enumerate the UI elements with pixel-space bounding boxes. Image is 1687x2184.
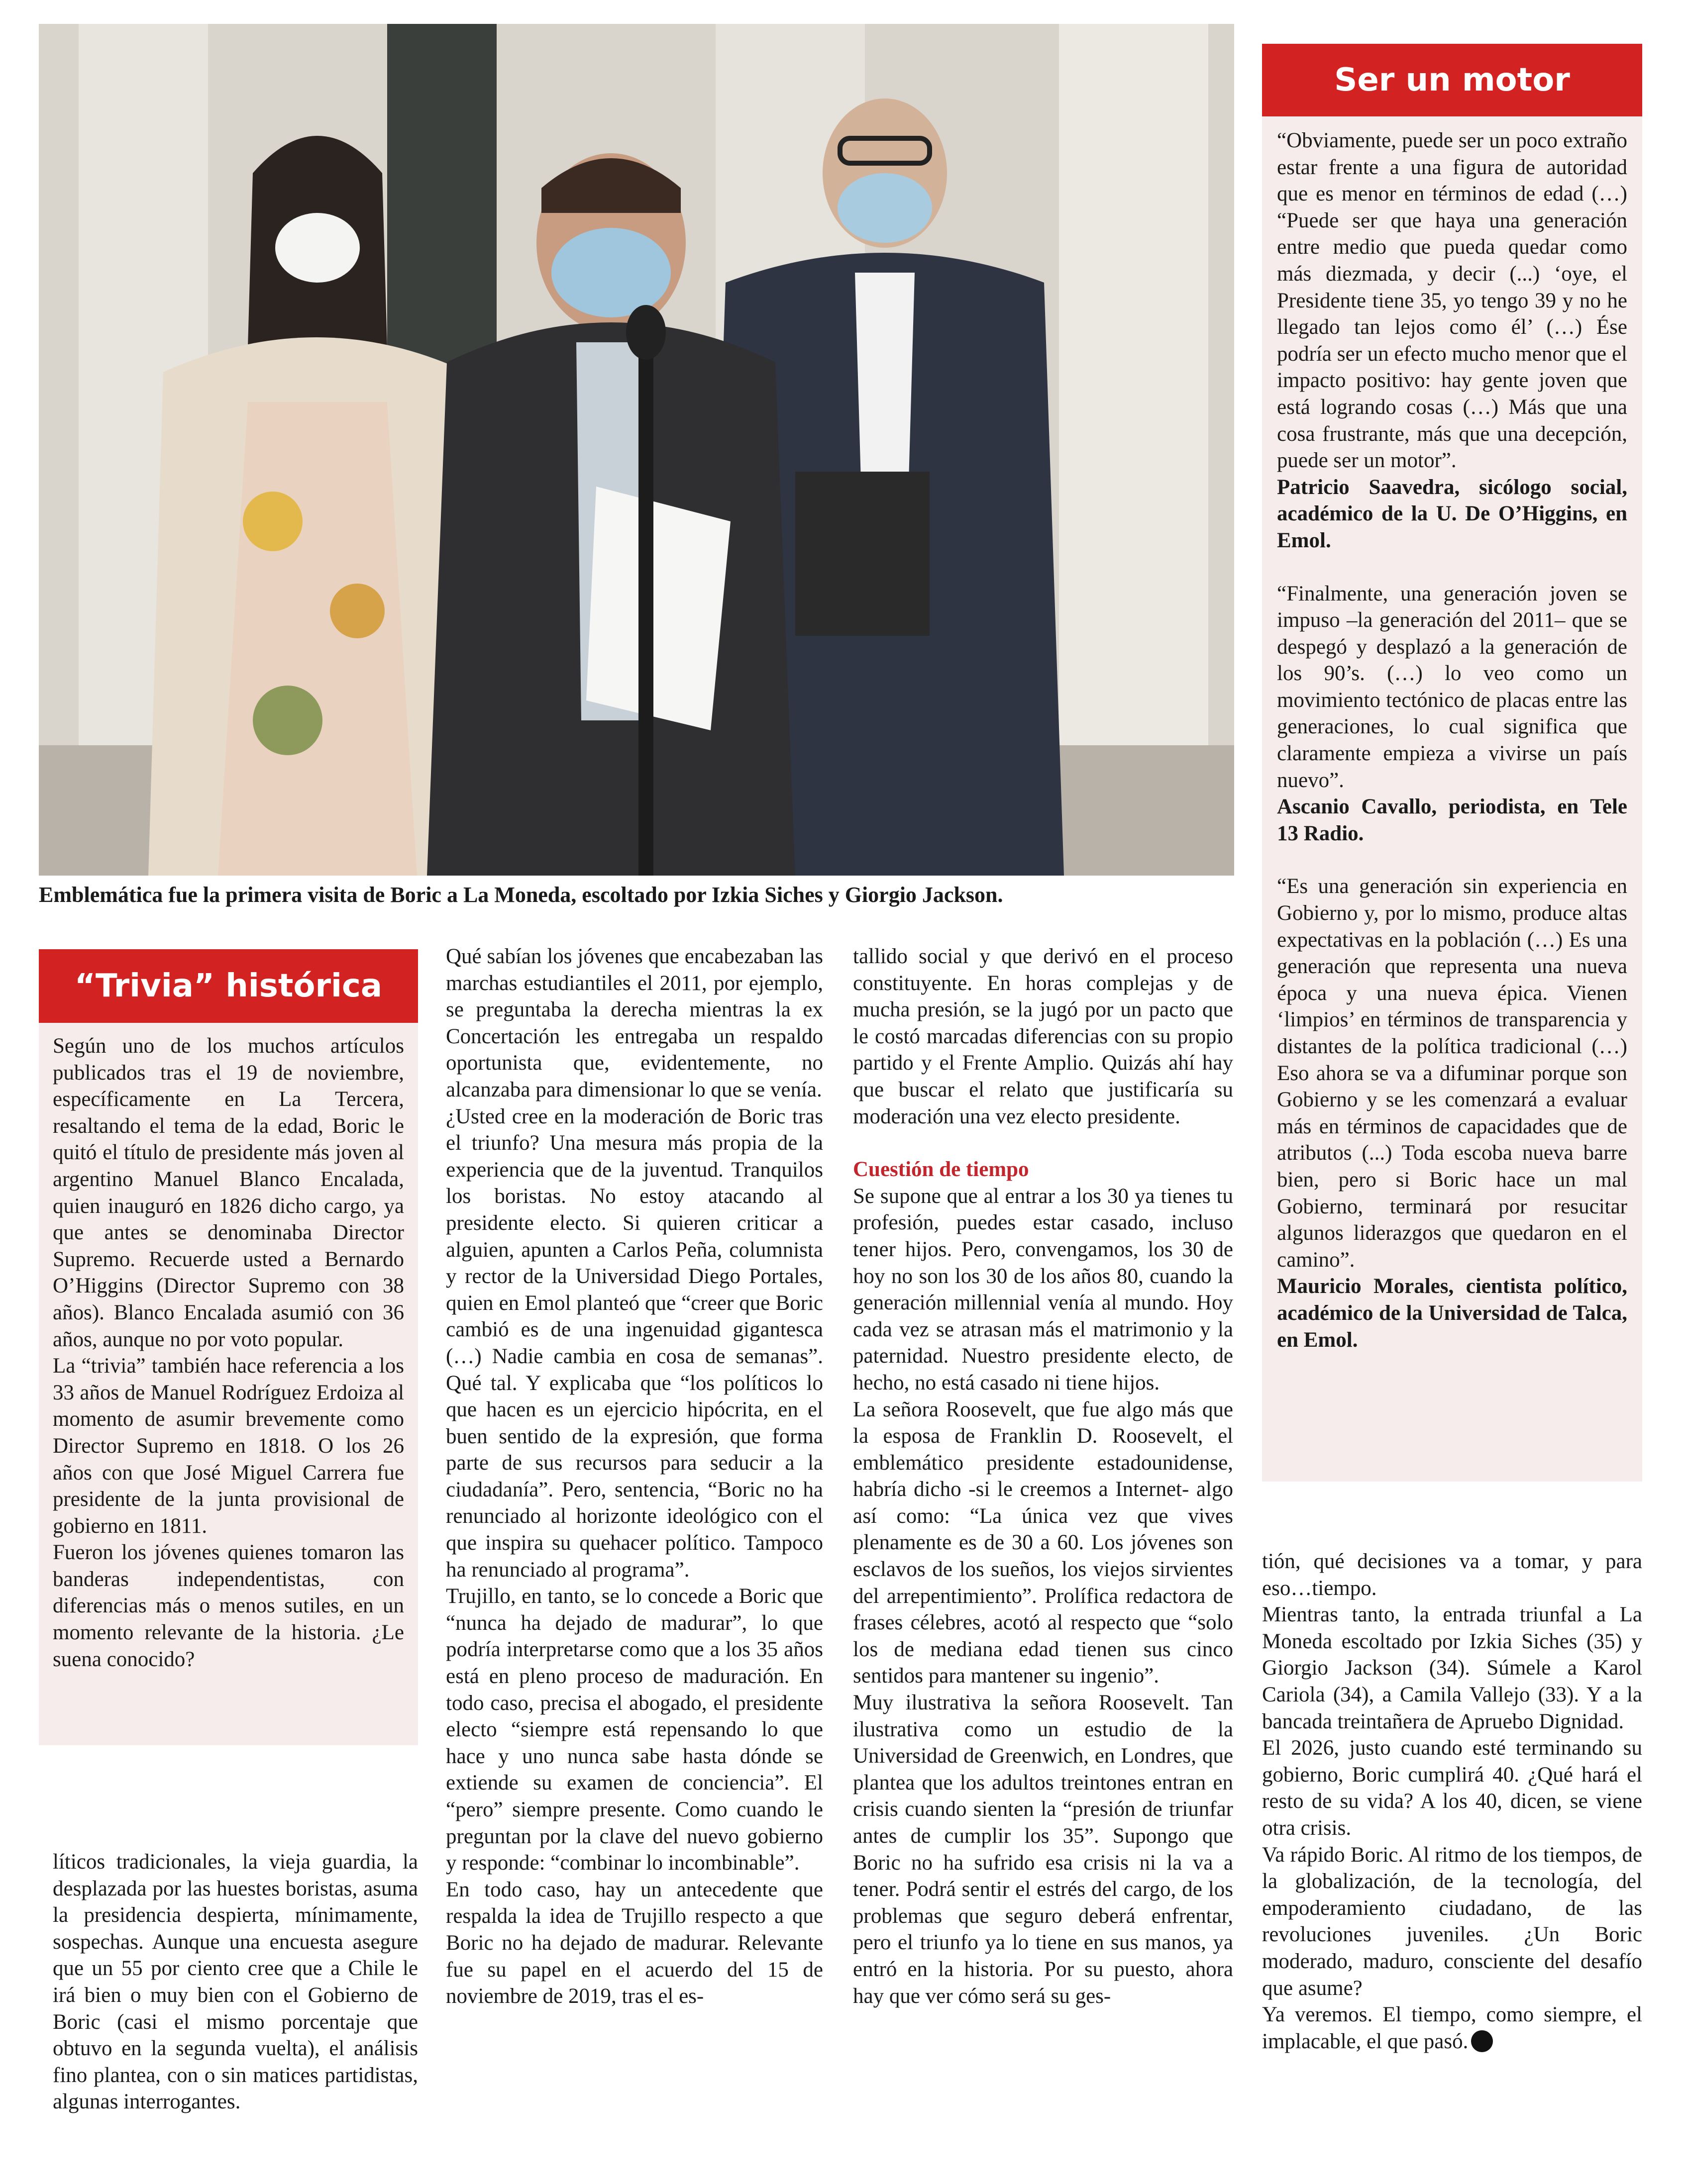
trivia-paragraph: Según uno de los muchos artículos publicados tras el 19 de noviembre, específicamente en La Tercera, resaltando el tema de la edad, Boric le quitó el título de presidente más joven al argentino Manuel Blanco Encalada, quien inauguró en 1826 dicho cargo, ya que antes se denominaba Director Supremo. Recuerde usted a Bernardo O’Higgins (Director Supremo con 38 años). Blanco Encalada asumió con 36 años, aunque no por voto popular. [53,1034,404,1351]
article-column-1 [53,1849,418,2115]
trivia-paragraph: La “trivia” también hace referencia a los 33 años de Manuel Rodríguez Erdoiza al momento de asumir brevemente como Director Supremo en 1818. O los 26 años con que José Miguel Carrera fue presidente de la junta provisional de gobierno en 1811. [53,1354,404,1538]
quote-source: Patricio Saavedra, sicólogo social, académico de la U. De O’Higgins, en Emol. [1277,475,1627,552]
quote-source: Mauricio Morales, cientista político, académico de la Universidad de Talca, en Emol. [1277,1275,1627,1352]
quote-text: “Es una generación sin experiencia en Gobierno y, por lo mismo, produce altas expectativas en la población (…) Es una generación que representa una nueva época y una nueva épica. Vienen ‘limpios’ en términos de transparencia y distantes de la política tradicional (…) Eso ahora se va a difuminar porque son Gobierno y se les comenzará a evaluar más en términos de capacidades que de atributos (...) Toda escoba nueva barre bien, pero si Boric hace un mal Gobierno, terminará por resucitar algunos liderazgos que quedaron en el camino”. [1277,875,1627,1272]
trivia-body [53,1033,404,1673]
article-paragraph: El 2026, justo cuando esté terminando su gobierno, Boric cumplirá 40. ¿Qué hará el resto de su vida? A los 40, dicen, se viene otra crisis. [1262,1736,1642,1840]
quote-source: Ascanio Cavallo, periodista, en Tele 13 Radio. [1277,795,1627,845]
article-column-4 [1262,1548,1642,2055]
section-subhead: Cuestión de tiempo [853,1158,1029,1182]
press-photo [39,24,1234,876]
article-paragraph: tión, qué decisiones va a tomar, y para eso…tiempo. [1262,1550,1642,1600]
article-column-3 [853,943,1233,2009]
article-paragraph: Trujillo, en tanto, se lo concede a Boric que “nunca ha dejado de madurar”, lo que podría interpretarse como que a los 35 años está en pleno proceso de maduración. En todo caso, precisa el abogado, el presidente electo “siempre está repensando lo que hace y uno nunca sabe hasta dónde se extiende su examen de conciencia”. El “pero” siempre presente. Como cuando le preguntan por la clave del nuevo gobierno y responde: “combinar lo incombinable”. [446,1585,823,1875]
photo-illustration [39,24,1234,876]
article-paragraph: Mientras tanto, la entrada triunfal a La Moneda escoltado por Izkia Siches (35) y Giorgio Jackson (34). Súmele a Karol Cariola (34), a Camila Vallejo (33). Y a la bancada treintañera de Apruebo Dignidad. [1262,1603,1642,1733]
article-paragraph: líticos tradicionales, la vieja guardia, la desplazada por las huestes boristas, asuma la presidencia despierta, mínimamente, sospechas. Aunque una encuesta asegure que un 55 por ciento cree que a Chile le irá bien o muy bien con el Gobierno de Boric (casi el mismo porcentaje que obtuvo en la segunda vuelta), el análisis fino plantea, con o sin matices partidistas, algunas interrogantes. [53,1850,418,2114]
end-mark-icon [1471,2030,1493,2052]
quote-text: “Finalmente, una generación joven se impuso –la generación del 2011– que se despegó y desplazó a la generación de los 90’s. (…) lo veo como un movimiento tectónico de placas entre las generaciones, lo cual significa que claramente empieza a vivirse un país nuevo”. [1277,582,1627,792]
sidebar-quotes [1277,127,1627,1353]
article-paragraph: Va rápido Boric. Al ritmo de los tiempos, de la globalización, de la tecnología, del empoderamiento ciudadano, de las revoluciones juveniles. ¿Un Boric moderado, maduro, consciente del desafío que asume? [1262,1843,1642,2000]
article-paragraph: Muy ilustrativa la señora Roosevelt. Tan ilustrativa como un estudio de la Universidad de Greenwich, en Londres, que plantea que los adultos treintones entran en crisis cuando sienten la “presión de triunfar antes de cumplir los 35”. Supongo que Boric no ha sufrido esa crisis ni la va a tener. Podrá sentir el estrés del cargo, de los problemas que seguro deberá enfrentar, pero el triunfo ya lo tiene en sus manos, ya entró en la historia. Por su puesto, ahora hay que ver cómo será su ges- [853,1691,1233,2008]
article-paragraph: En todo caso, hay un antecedente que respalda la idea de Trujillo respecto a que Boric no ha dejado de madurar. Relevante fue su papel en el acuerdo del 15 de noviembre de 2019, tras el es- [446,1878,823,2008]
article-paragraph: tallido social y que derivó en el proceso constituyente. En horas complejas y de mucha presión, se la jugó por un pacto que le costó marcadas diferencias con su propio partido y el Frente Amplio. Quizás ahí hay que buscar el relato que justificaría su moderación una vez electo presidente. [853,945,1233,1128]
trivia-title: “Trivia” histórica [39,949,418,1023]
closing-text: Ya veremos. El tiempo, como siempre, el implacable, el que pasó. [1262,2003,1642,2053]
quote-2 [1277,581,1627,847]
quote-3 [1277,873,1627,1353]
article-closing-paragraph [1262,2001,1642,2055]
photo-caption: Emblemática fue la primera visita de Boric a La Moneda, escoltado por Izkia Siches y Giorgio Jackson. [39,883,1003,907]
sidebar-title: Ser un motor [1262,44,1642,116]
article-paragraph: ¿Usted cree en la moderación de Boric tras el triunfo? Una mesura más propia de la experiencia que de la juventud. Tranquilos los boristas. No estoy atacando al presidente electo. Si quieren criticar a alguien, apunten a Carlos Peña, columnista y rector de la Universidad Diego Portales, quien en Emol planteó que “creer que Boric cambió es de una ingenuidad gigantesca (…) Nadie cambia en cosa de semanas”. Qué tal. Y explicaba que “los políticos lo que hacen es un ejercicio hipócrita, en el buen sentido de la expresión, que forma parte de sus recursos para seducir a la ciudadanía”. Pero, sentencia, “Boric no ha renunciado al horizonte ideológico con el que inspira su quehacer político. Tampoco ha renunciado al programa”. [446,1104,823,1582]
trivia-paragraph: Fueron los jóvenes quienes tomaron las banderas independentistas, con diferencias más o menos sutiles, en un momento relevante de la historia. ¿Le suena conocido? [53,1541,404,1671]
article-paragraph: Se supone que al entrar a los 30 ya tienes tu profesión, puedes estar casado, incluso tener hijos. Pero, convengamos, los 30 de hoy no son los 30 de los años 80, cuando la generación millennial venía al mundo. Hoy cada vez se atrasan más el matrimonio y la paternidad. Nuestro presidente electo, de hecho, no está casado ni tiene hijos. [853,1184,1233,1394]
article-column-2 [446,943,823,2010]
quote-text: “Obviamente, puede ser un poco extraño estar frente a una figura de autoridad que es menor en términos de edad (…) “Puede ser que haya una generación entre medio que pueda quedar como más diezmada, y decir (...) ‘oye, el Presidente tiene 35, yo tengo 39 y no he llegado tan lejos como él’ (…) Ése podría ser un efecto mucho menor que el impacto positivo: hay gente joven que está logrando cosas (…) Más que una cosa frustrante, más que una decepción, puede ser un motor”. [1277,129,1627,473]
article-paragraph: Qué sabían los jóvenes que encabezaban las marchas estudiantiles el 2011, por ejemplo, se preguntaba la derecha mientras la ex Concertación les entregaba un respaldo oportunista que, evidentemente, no alcanzaba para dimensionar lo que se venía. [446,945,823,1101]
article-paragraph: La señora Roosevelt, que fue algo más que la esposa de Franklin D. Roosevelt, el emblemático presidente estadounidense, habría dicho -si le creemos a Internet- algo así como: “La única vez que vives plenamente es de 30 a 60. Los jóvenes son esclavos de los sueños, los viejos sirvientes del arrepentimiento”. Prolífica redactora de frases célebres, acotó al respecto que “solo los de mediana edad tienen sus cinco sentidos para mantener su ingenio”. [853,1397,1233,1688]
quote-1 [1277,127,1627,554]
